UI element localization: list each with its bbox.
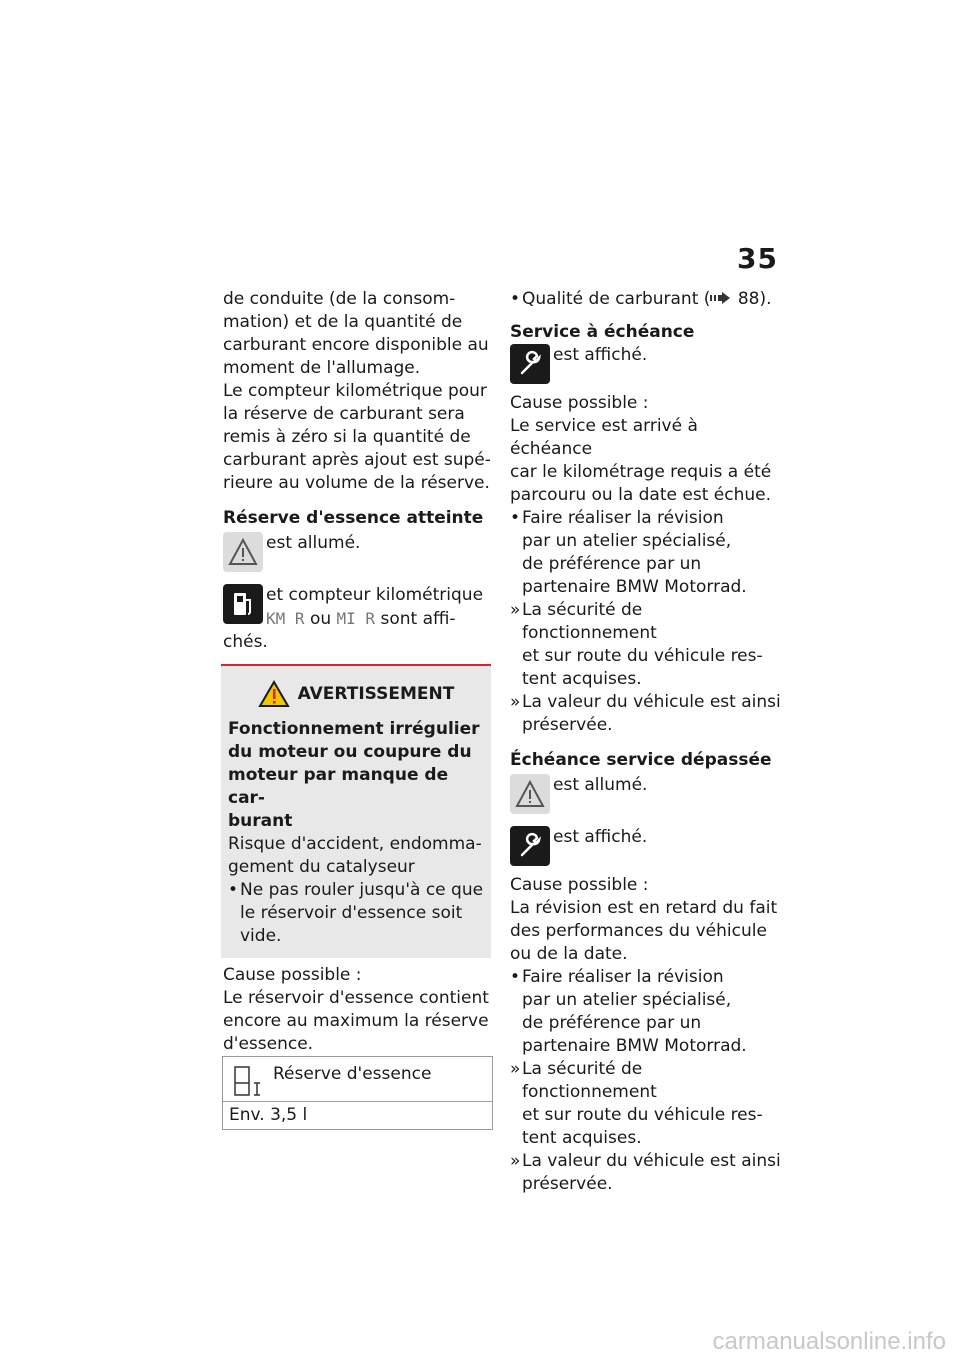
- text-line: et compteur kilométrique: [266, 585, 484, 605]
- text-line: La sécurité de fonctionnement: [522, 1059, 657, 1102]
- bullet-marker: •: [228, 880, 239, 900]
- text-line: par un atelier spécialisé,: [522, 990, 732, 1010]
- fuel-pump-icon: [223, 584, 263, 624]
- text-or: ou: [309, 609, 332, 629]
- text-line: tent acquises.: [522, 669, 642, 689]
- reserve-reset-paragraph: [223, 380, 491, 495]
- result-marker: »: [510, 1059, 521, 1079]
- text-line: vide.: [240, 926, 282, 946]
- text-line: partenaire BMW Motorrad.: [522, 1036, 747, 1056]
- warning-title: AVERTISSEMENT: [297, 683, 455, 704]
- text-line: gement du catalyseur: [228, 857, 415, 877]
- text-line: Risque d'accident, endomma-: [228, 834, 482, 854]
- result-marker: »: [510, 1151, 521, 1171]
- page-reference-arrow-icon: [710, 292, 732, 304]
- wrench-icon: [510, 826, 550, 866]
- text-line: Fonctionnement irrégulier: [228, 719, 480, 739]
- warning-triangle-icon: [510, 774, 550, 814]
- warning-risk: [228, 833, 484, 879]
- warning-subtitle: [228, 718, 484, 833]
- text-line: est allumé.: [266, 533, 361, 553]
- text-line: le réservoir d'essence soit: [240, 903, 463, 923]
- text-fuel-quality: Qualité de carburant (: [522, 289, 711, 309]
- cause-paragraph: [510, 897, 782, 966]
- text-line: remis à zéro si la quantité de: [223, 427, 471, 447]
- display-code-mi: MI R: [336, 609, 376, 628]
- left-column: [223, 288, 491, 1130]
- intro-paragraph: [223, 288, 491, 380]
- result-item: [510, 1150, 782, 1196]
- text-line: parcouru ou la date est échue.: [510, 485, 771, 505]
- spec-header: [223, 1057, 492, 1102]
- text-line: Le compteur kilométrique pour: [223, 381, 487, 401]
- text-line: de conduite (de la consom-: [223, 289, 456, 309]
- text-line: d'essence.: [223, 1034, 314, 1054]
- text-line: Faire réaliser la révision: [522, 508, 724, 528]
- spec-value: Env. 3,5 l: [229, 1105, 308, 1125]
- text-line: chés.: [223, 632, 268, 652]
- text-line: de préférence par un: [522, 554, 702, 574]
- warning-triangle-icon: [223, 532, 263, 572]
- cause-label: Cause possible :: [510, 393, 649, 413]
- page-reference[interactable]: 88).: [737, 289, 772, 309]
- text-line: des performances du véhicule: [510, 921, 767, 941]
- heading-service-overdue: Échéance service dépassée: [510, 750, 772, 770]
- warning-box: [221, 664, 491, 958]
- text-line: la réserve de carburant sera: [223, 404, 465, 424]
- spec-table: [222, 1056, 493, 1130]
- bullet-marker: •: [510, 967, 521, 987]
- text-line: Faire réaliser la révision: [522, 967, 724, 987]
- action-bullet: [510, 966, 782, 1058]
- text-line: est affiché.: [553, 827, 648, 847]
- warning-header: [228, 680, 484, 708]
- cause-label: Cause possible :: [510, 875, 649, 895]
- text-line: préservée.: [522, 1174, 613, 1194]
- text-line: partenaire BMW Motorrad.: [522, 577, 747, 597]
- service-indicator-row: [510, 344, 782, 384]
- warning-bullet: [228, 879, 484, 948]
- text-line: Ne pas rouler jusqu'à ce que: [240, 880, 484, 900]
- text-line: burant: [228, 811, 293, 831]
- text-line: rieure au volume de la réserve.: [223, 473, 490, 493]
- text-line: moment de l'allumage.: [223, 358, 421, 378]
- text-line: et sur route du véhicule res-: [522, 646, 763, 666]
- wrench-icon: [510, 344, 550, 384]
- text-line: La révision est en retard du fait: [510, 898, 778, 918]
- text-line: La valeur du véhicule est ainsi: [522, 1151, 781, 1171]
- cause-paragraph: [510, 415, 782, 507]
- result-item: [510, 1058, 782, 1150]
- overdue-warning-row: [510, 774, 782, 814]
- text-line: est allumé.: [553, 775, 648, 795]
- text-line: ou de la date.: [510, 944, 628, 964]
- overdue-service-row: [510, 826, 782, 866]
- result-item: [510, 599, 782, 691]
- watermark: carmanualsonline.info: [712, 1328, 946, 1355]
- text-line: La valeur du véhicule est ainsi: [522, 692, 781, 712]
- text-line: du moteur ou coupure du: [228, 742, 472, 762]
- heading-reserve-reached: Réserve d'essence atteinte: [223, 508, 484, 528]
- text-line: carburant après ajout est supé-: [223, 450, 491, 470]
- right-column: [510, 288, 782, 1196]
- text-line: [266, 607, 483, 631]
- warning-triangle-red-icon: [258, 680, 290, 708]
- text-line: et sur route du véhicule res-: [522, 1105, 763, 1125]
- fuel-tank-volume-icon: [229, 1063, 265, 1099]
- text-line: carburant encore disponible au: [223, 335, 489, 355]
- warning-light-row: [223, 532, 491, 572]
- cause-paragraph: [223, 987, 491, 1056]
- fuel-quality-bullet: [510, 288, 782, 311]
- spec-label: Réserve d'essence: [273, 1064, 432, 1084]
- cause-label: Cause possible :: [223, 965, 362, 985]
- bullet-marker: •: [510, 508, 521, 528]
- text-line: moteur par manque de car-: [228, 765, 449, 808]
- text-line: par un atelier spécialisé,: [522, 531, 732, 551]
- text-line: La sécurité de fonctionnement: [522, 600, 657, 643]
- text-line: [522, 288, 782, 311]
- heading-service-due: Service à échéance: [510, 322, 695, 342]
- text-line: est affiché.: [553, 345, 648, 365]
- text-line: tent acquises.: [522, 1128, 642, 1148]
- result-marker: »: [510, 692, 521, 712]
- bullet-marker: •: [510, 289, 521, 309]
- text-line: mation) et de la quantité de: [223, 312, 463, 332]
- text-displayed: sont affi-: [380, 609, 456, 629]
- action-bullet: [510, 507, 782, 599]
- result-item: [510, 691, 782, 737]
- text-line: car le kilométrage requis a été: [510, 462, 772, 482]
- display-code-km: KM R: [266, 609, 305, 628]
- result-marker: »: [510, 600, 521, 620]
- text-line: Le réservoir d'essence contient: [223, 988, 489, 1008]
- text-line: Le service est arrivé à échéance: [510, 416, 698, 459]
- text-line: de préférence par un: [522, 1013, 702, 1033]
- text-line: préservée.: [522, 715, 613, 735]
- page-number: 35: [737, 242, 778, 275]
- text-line: encore au maximum la réserve: [223, 1011, 489, 1031]
- fuel-indicator-row: [223, 584, 491, 631]
